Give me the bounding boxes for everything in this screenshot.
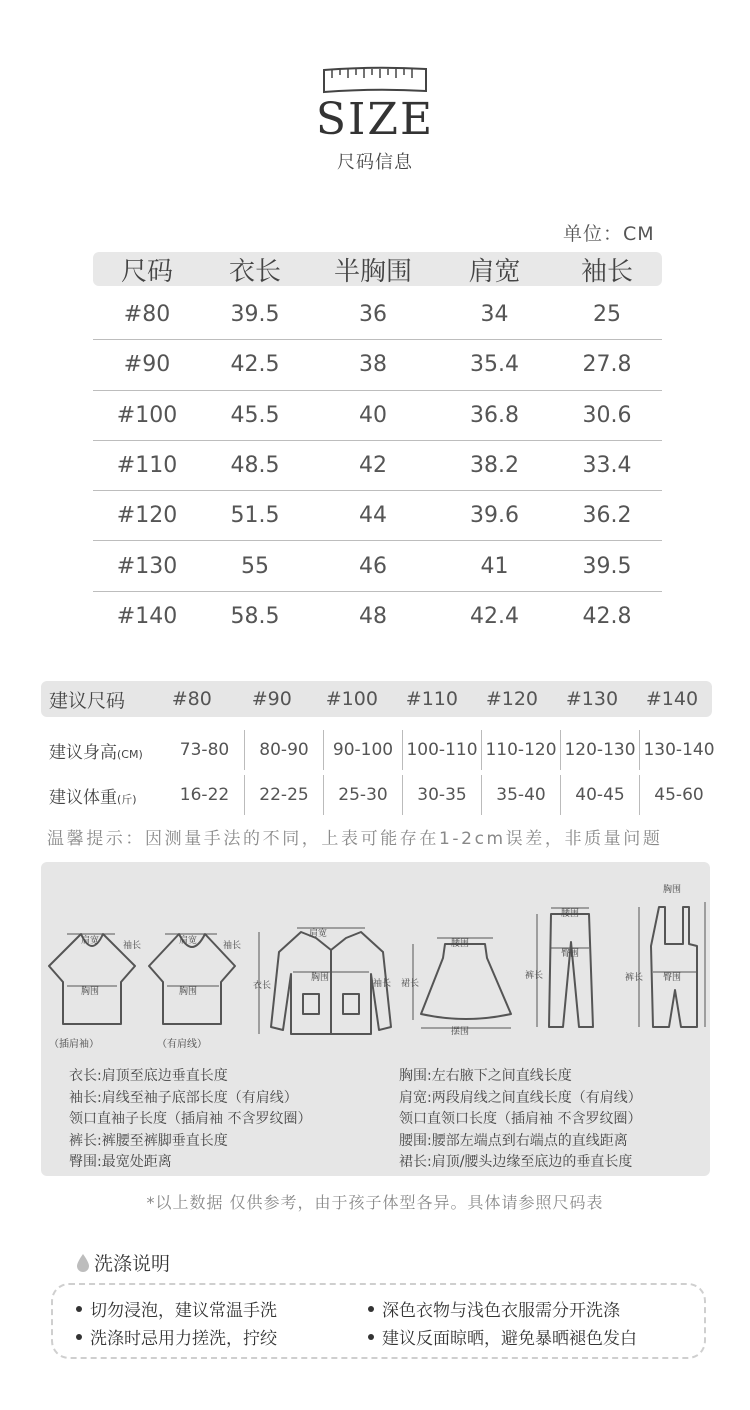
unit-label: 单位：CM — [563, 223, 655, 245]
size-table-header — [93, 252, 662, 286]
weight-value: 30-35 — [402, 775, 481, 815]
sleeve-label-3: 袖长 — [373, 979, 392, 989]
size-title: SIZE — [315, 94, 435, 145]
table-row — [93, 340, 662, 390]
chest-label-4: 胸围 — [663, 885, 682, 895]
definition-line: 腰围:腰部左端点到右端点的直线距离 — [399, 1132, 628, 1149]
height-value: 90-100 — [323, 730, 402, 770]
height-value: 120-130 — [560, 730, 639, 770]
column-header: 袖长 — [580, 256, 633, 287]
table-row — [93, 491, 662, 541]
weight-value: 22-25 — [244, 775, 323, 815]
shoulder-label-1: 肩宽 — [81, 936, 100, 946]
column-header: 肩宽 — [468, 256, 521, 287]
shoulder-label-3: 肩宽 — [309, 929, 328, 939]
weight-value: 25-30 — [323, 775, 402, 815]
bullet-icon — [76, 1306, 82, 1312]
measurement-tip: 温馨提示：因测量手法的不同，上表可能存在1-2cm误差，非质量问题 — [47, 829, 663, 849]
recommend-size: #100 — [325, 688, 378, 710]
table-cell: 51.5 — [230, 503, 280, 529]
table-cell: 36 — [359, 302, 387, 328]
water-drop-icon — [76, 1253, 90, 1273]
table-cell: #80 — [123, 302, 171, 328]
definition-line: 领口直领口长度（插肩袖 不含罗纹圈） — [399, 1111, 642, 1127]
weight-value: 35-40 — [481, 775, 560, 815]
garment-diagrams — [41, 862, 710, 1062]
recommend-size: #90 — [251, 688, 292, 710]
weight-unit: (斤) — [117, 792, 137, 806]
hem-label: 摆围 — [451, 1027, 470, 1037]
table-cell: 48.5 — [230, 453, 280, 479]
overalls-icon — [651, 907, 697, 1027]
height-label-text: 建议身高 — [49, 742, 117, 763]
shoulder-label-2: 肩宽 — [179, 936, 198, 946]
table-cell: 39.5 — [582, 553, 632, 579]
height-value: 100-110 — [402, 730, 481, 770]
measurement-diagram-panel — [41, 862, 710, 1176]
table-cell: #140 — [116, 604, 178, 630]
definition-line: 裤长:裤腰至裤脚垂直长度 — [69, 1132, 228, 1149]
washing-item-text: 深色衣物与浅色衣服需分开洗涤 — [382, 1301, 620, 1321]
table-row — [93, 391, 662, 441]
sleeve-label-2: 袖长 — [223, 941, 242, 951]
recommend-height-row — [41, 730, 721, 770]
chest-label-2: 胸围 — [179, 987, 198, 997]
pants-icon — [549, 914, 593, 1027]
definition-line: 裙长:肩顶/腰头边缘至底边的垂直长度 — [399, 1154, 633, 1170]
ruler-icon — [322, 66, 428, 94]
table-row — [93, 592, 662, 642]
definition-line: 领口直袖子长度（插肩袖 不含罗纹圈） — [69, 1111, 312, 1127]
washing-item — [76, 1324, 277, 1349]
size-table — [93, 252, 662, 642]
definitions-right — [399, 1066, 642, 1174]
weight-value: 40-45 — [560, 775, 639, 815]
table-cell: 42.4 — [470, 604, 519, 630]
recommend-header — [41, 681, 712, 717]
weight-label-text: 建议体重 — [49, 787, 117, 808]
column-header: 衣长 — [228, 256, 281, 287]
recommend-size: #140 — [645, 688, 699, 710]
length-label: 衣长 — [253, 981, 272, 991]
table-cell: #100 — [116, 402, 178, 428]
table-cell: 42.5 — [230, 352, 280, 378]
table-cell: 44 — [359, 503, 387, 529]
column-header: 尺码 — [120, 256, 173, 287]
disclaimer: *以上数据 仅供参考，由于孩子体型各异。具体请参照尺码表 — [146, 1193, 604, 1212]
table-cell: #110 — [116, 453, 178, 479]
table-cell: 42.8 — [582, 604, 632, 630]
height-value: 80-90 — [244, 730, 323, 770]
hip-label-2: 臀围 — [663, 973, 682, 983]
definitions-left — [69, 1066, 311, 1174]
table-cell: 55 — [241, 553, 269, 579]
washing-item — [368, 1324, 637, 1349]
definition-line: 臀围:最宽处距离 — [69, 1154, 172, 1170]
washing-title-text: 洗涤说明 — [94, 1253, 171, 1275]
table-cell: 40 — [359, 402, 387, 428]
table-cell: 33.4 — [582, 453, 632, 479]
height-value: 73-80 — [179, 740, 230, 760]
chest-label-3: 胸围 — [311, 973, 330, 983]
recommend-size: #110 — [405, 688, 458, 710]
table-cell: #120 — [116, 503, 178, 529]
table-cell: 46 — [359, 553, 387, 579]
height-value: 110-120 — [481, 730, 560, 770]
table-cell: 38 — [359, 352, 387, 378]
table-cell: 27.8 — [582, 352, 632, 378]
skirt-length-label: 裙长 — [401, 979, 420, 989]
shoulder-line-caption: （有肩线） — [157, 1039, 207, 1050]
table-row — [93, 541, 662, 591]
table-cell: 39.5 — [230, 302, 280, 328]
table-cell: 25 — [593, 302, 621, 328]
waist-label-2: 腰围 — [561, 909, 580, 919]
recommend-size-label: 建议尺码 — [49, 689, 126, 712]
table-cell: 36.2 — [582, 503, 632, 529]
hip-label-1: 臀围 — [561, 949, 580, 959]
washing-item-text: 建议反面晾晒，避免暴晒褪色发白 — [382, 1329, 637, 1349]
raglan-caption: （插肩袖） — [49, 1039, 99, 1050]
table-cell: 58.5 — [230, 604, 280, 630]
table-cell: 39.6 — [470, 503, 519, 529]
table-cell: 35.4 — [470, 352, 519, 378]
table-cell: 30.6 — [582, 402, 632, 428]
washing-item-text: 切勿浸泡，建议常温手洗 — [90, 1301, 277, 1321]
definition-line: 胸围:左右腋下之间直线长度 — [399, 1068, 572, 1084]
table-cell: 34 — [480, 302, 509, 328]
table-cell: #130 — [116, 553, 178, 579]
recommend-size: #130 — [565, 688, 619, 710]
table-cell: #90 — [123, 352, 171, 378]
table-cell: 38.2 — [470, 453, 519, 479]
definition-line: 肩宽:两段肩线之间直线长度（有肩线） — [399, 1089, 642, 1106]
table-cell: 48 — [359, 604, 387, 630]
bullet-icon — [368, 1306, 374, 1312]
pants-length-label-2: 裤长 — [625, 973, 644, 983]
table-row — [93, 290, 662, 340]
washing-item-text: 洗涤时忌用力搓洗，拧绞 — [90, 1329, 277, 1349]
bullet-icon — [368, 1334, 374, 1340]
column-header: 半胸围 — [333, 256, 412, 287]
sleeve-label-1: 袖长 — [123, 941, 142, 951]
table-cell: 45.5 — [230, 402, 280, 428]
pants-length-label-1: 裤长 — [525, 971, 544, 981]
waist-label-1: 腰围 — [451, 939, 470, 949]
washing-item — [368, 1296, 620, 1321]
recommend-weight-row — [41, 775, 721, 815]
weight-label — [41, 783, 165, 808]
bullet-icon — [76, 1334, 82, 1340]
table-cell: 42 — [359, 453, 387, 479]
definition-line: 衣长:肩顶至底边垂直长度 — [69, 1068, 228, 1084]
recommend-size: #80 — [171, 688, 212, 710]
height-value: 130-140 — [639, 730, 718, 770]
chest-label-1: 胸围 — [81, 987, 100, 997]
height-label — [41, 738, 165, 763]
table-row — [93, 441, 662, 491]
table-cell: 41 — [480, 553, 509, 579]
height-unit: (CM) — [117, 747, 143, 761]
weight-value: 45-60 — [639, 775, 718, 815]
table-cell: 36.8 — [470, 402, 519, 428]
washing-item — [76, 1296, 277, 1321]
washing-title — [76, 1249, 170, 1276]
definition-line: 袖长:肩线至袖子底部长度（有肩线） — [69, 1089, 298, 1106]
weight-value: 16-22 — [179, 785, 230, 805]
size-subtitle: 尺码信息 — [337, 152, 413, 173]
recommend-size: #120 — [485, 688, 538, 710]
